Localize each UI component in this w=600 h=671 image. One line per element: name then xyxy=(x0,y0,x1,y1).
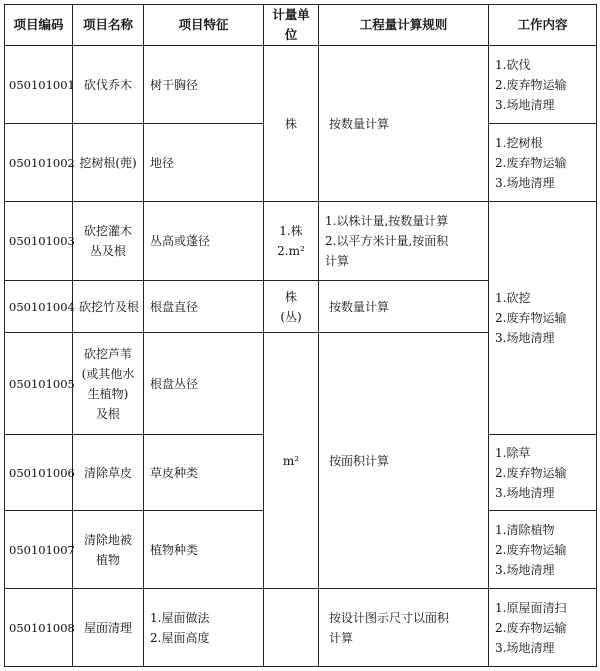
cell-line: 挖树根(蔸) xyxy=(79,155,137,170)
rule-cell xyxy=(319,281,489,333)
header-name: 项目名称 xyxy=(73,5,144,46)
cell-line: m² xyxy=(282,453,300,468)
cell-line: 2.废弃物运输 xyxy=(495,311,567,325)
cell-line: 1.挖树根 xyxy=(495,135,543,150)
table-row xyxy=(5,46,597,124)
work-cell xyxy=(489,511,597,589)
cell-line: 根盘直径 xyxy=(150,299,199,314)
item-name xyxy=(73,281,144,333)
item-code: 050101001 xyxy=(5,46,73,124)
cell-line: 及根 xyxy=(95,406,120,421)
cell-line: 3.场地清理 xyxy=(495,485,555,500)
item-feature xyxy=(144,202,264,281)
cell-line: 2.屋面高度 xyxy=(150,630,210,645)
header-unit: 计量单位 xyxy=(264,5,319,46)
cell-line: 砍挖竹及根 xyxy=(79,299,140,314)
work-cell xyxy=(489,124,597,202)
header-rule: 工程量计算规则 xyxy=(319,5,489,46)
cell-line: 3.场地清理 xyxy=(495,175,555,190)
item-feature xyxy=(144,511,264,589)
cell-line: 植物种类 xyxy=(150,542,199,557)
cell-line: 砍挖芦苇 xyxy=(83,346,132,361)
item-code: 050101008 xyxy=(5,589,73,667)
cell-line: 清除草皮 xyxy=(83,465,132,480)
cell-line: 1.以株计量,按数量计算 xyxy=(325,214,449,228)
cell-line: 3.场地清理 xyxy=(495,331,555,345)
bill-of-quantities-table xyxy=(4,4,597,667)
cell-line: 按面积计算 xyxy=(329,453,390,468)
table-row xyxy=(5,202,597,281)
cell-line: 地径 xyxy=(150,155,175,170)
cell-line: 按数量计算 xyxy=(329,116,390,131)
item-feature xyxy=(144,333,264,435)
cell-line: 2.废弃物运输 xyxy=(495,77,567,92)
unit-cell xyxy=(264,202,319,281)
cell-line: 1.砍挖 xyxy=(495,291,531,305)
cell-line: 1.原屋面清扫 xyxy=(495,600,567,615)
unit-cell xyxy=(264,333,319,589)
cell-line: 2.废弃物运输 xyxy=(495,542,567,557)
header-feature: 项目特征 xyxy=(144,5,264,46)
work-cell xyxy=(489,46,597,124)
cell-line: 生植物) xyxy=(87,386,129,401)
item-code: 050101006 xyxy=(5,435,73,511)
cell-line: 砍挖灌木 xyxy=(83,224,132,238)
item-feature xyxy=(144,46,264,124)
cell-line: 3.场地清理 xyxy=(495,97,555,112)
cell-line: 2.废弃物运输 xyxy=(495,155,567,170)
work-cell xyxy=(489,202,597,435)
cell-line: 3.场地清理 xyxy=(495,640,555,655)
cell-line: 按数量计算 xyxy=(329,299,390,314)
cell-line: 株 xyxy=(284,116,297,131)
cell-line: 屋面清理 xyxy=(83,620,132,635)
cell-line: 植物 xyxy=(95,552,120,567)
cell-line: 清除地被 xyxy=(83,532,132,547)
item-feature xyxy=(144,281,264,333)
item-name xyxy=(73,435,144,511)
work-cell xyxy=(489,435,597,511)
cell-line: 按设计图示尺寸以面积 xyxy=(329,610,450,625)
item-name xyxy=(73,124,144,202)
table-row xyxy=(5,589,597,667)
cell-line: 1.除草 xyxy=(495,445,531,460)
unit-cell xyxy=(264,589,319,667)
item-code: 050101003 xyxy=(5,202,73,281)
header-code: 项目编码 xyxy=(5,5,73,46)
cell-line: 1.株 xyxy=(279,224,303,238)
rule-cell xyxy=(319,333,489,589)
cell-line: 草皮种类 xyxy=(150,465,199,480)
cell-line: 树干胸径 xyxy=(150,77,199,92)
item-name xyxy=(73,589,144,667)
cell-line: 2.废弃物运输 xyxy=(495,620,567,635)
item-name xyxy=(73,46,144,124)
cell-line: 丛及根 xyxy=(89,244,126,258)
cell-line: 计算 xyxy=(329,630,354,645)
cell-line: 2.以平方米计量,按面积 xyxy=(325,234,449,248)
cell-line: (丛) xyxy=(280,309,302,324)
cell-line: 根盘丛径 xyxy=(150,376,199,391)
cell-line: 3.场地清理 xyxy=(495,562,555,577)
cell-line: 1.屋面做法 xyxy=(150,610,210,625)
item-code: 050101005 xyxy=(5,333,73,435)
item-code: 050101004 xyxy=(5,281,73,333)
cell-line: 砍伐乔木 xyxy=(83,77,132,92)
header-work: 工作内容 xyxy=(489,5,597,46)
item-feature xyxy=(144,435,264,511)
item-name xyxy=(73,202,144,281)
cell-line: 1.清除植物 xyxy=(495,522,555,537)
item-feature xyxy=(144,589,264,667)
rule-cell xyxy=(319,589,489,667)
cell-line: 2.m² xyxy=(277,244,305,258)
item-code: 050101007 xyxy=(5,511,73,589)
cell-line: 株 xyxy=(284,289,297,304)
cell-line: (或其他水 xyxy=(81,366,135,381)
rule-cell xyxy=(319,202,489,281)
item-code: 050101002 xyxy=(5,124,73,202)
cell-line: 丛高或蓬径 xyxy=(150,234,211,248)
header-row xyxy=(5,5,597,46)
unit-cell xyxy=(264,46,319,202)
cell-line: 2.废弃物运输 xyxy=(495,465,567,480)
rule-cell xyxy=(319,46,489,202)
item-feature xyxy=(144,124,264,202)
item-name xyxy=(73,511,144,589)
item-name xyxy=(73,333,144,435)
cell-line: 计算 xyxy=(325,254,350,268)
work-cell xyxy=(489,589,597,667)
unit-cell xyxy=(264,281,319,333)
cell-line: 1.砍伐 xyxy=(495,57,531,72)
